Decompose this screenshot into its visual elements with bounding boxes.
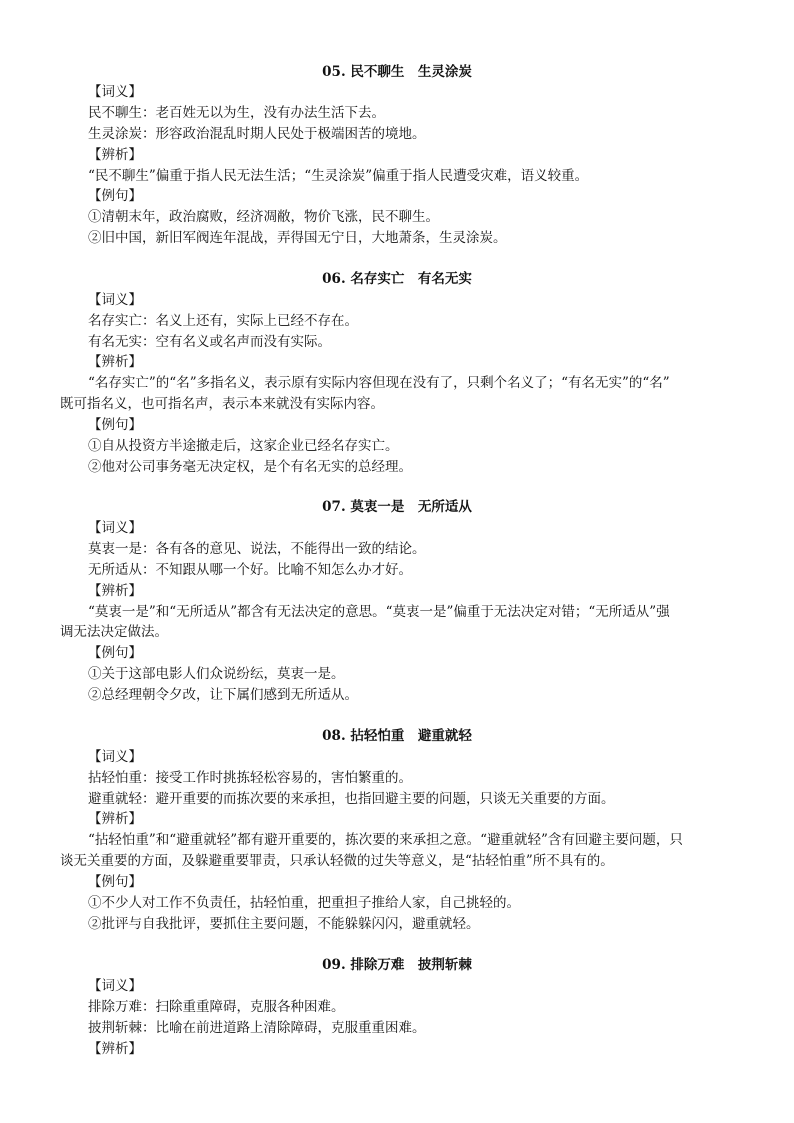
section-label-bianxi: 【辨析】 bbox=[88, 354, 142, 370]
example-sentence: ②旧中国，新旧军阀连年混战，弄得国无宁日，大地萧条，生灵涂炭。 bbox=[88, 230, 507, 246]
definition: 披荆斩棘：比喻在前进道路上清除障碍，克服重重困难。 bbox=[88, 1020, 426, 1036]
definition: 民不聊生：老百姓无以为生，没有办法生活下去。 bbox=[88, 105, 385, 121]
example-sentence: ②批评与自我批评，要抓住主要问题，不能躲躲闪闪，避重就轻。 bbox=[88, 916, 480, 932]
example-sentence: ②他对公司事务毫无决定权，是个有名无实的总经理。 bbox=[88, 459, 412, 475]
section-label-ciyi: 【词义】 bbox=[88, 84, 142, 100]
definition: 名存实亡：名义上还有，实际上已经不存在。 bbox=[88, 313, 358, 329]
section-label-liju: 【例句】 bbox=[88, 645, 142, 661]
entry-title: 09. 排除万难 披荆斩棘 bbox=[322, 957, 472, 973]
example-sentence: ②总经理朝令夕改，让下属们感到无所适从。 bbox=[88, 687, 358, 703]
section-label-ciyi: 【词义】 bbox=[88, 749, 142, 765]
entry-title: 05. 民不聊生 生灵涂炭 bbox=[322, 64, 472, 80]
section-label-ciyi: 【词义】 bbox=[88, 520, 142, 536]
section-label-bianxi: 【辨析】 bbox=[88, 583, 142, 599]
definition: 有名无实：空有名义或名声而没有实际。 bbox=[88, 334, 331, 350]
entry-title: 08. 拈轻怕重 避重就轻 bbox=[322, 728, 472, 744]
section-label-ciyi: 【词义】 bbox=[88, 978, 142, 994]
example-sentence: ①自从投资方半途撤走后，这家企业已经名存实亡。 bbox=[88, 438, 399, 454]
section-label-liju: 【例句】 bbox=[88, 188, 142, 204]
section-label-bianxi: 【辨析】 bbox=[88, 811, 142, 827]
analysis-text: 既可指名义，也可指名声，表示本来就没有实际内容。 bbox=[60, 396, 384, 412]
analysis-text: “民不聊生”偏重于指人民无法生活；“生灵涂炭”偏重于指人民遭受灾难，语义较重。 bbox=[88, 168, 589, 184]
section-label-bianxi: 【辨析】 bbox=[88, 1041, 142, 1057]
analysis-text: “莫衷一是”和“无所适从”都含有无法决定的意思。“莫衷一是”偏重于无法决定对错；“无所适从”强 bbox=[88, 604, 670, 620]
definition: 避重就轻：避开重要的而拣次要的来承担，也指回避主要的问题，只谈无关重要的方面。 bbox=[88, 791, 615, 807]
example-sentence: ①清朝末年，政治腐败，经济凋敝，物价飞涨，民不聊生。 bbox=[88, 209, 439, 225]
section-label-ciyi: 【词义】 bbox=[88, 292, 142, 308]
section-label-liju: 【例句】 bbox=[88, 417, 142, 433]
example-sentence: ①关于这部电影人们众说纷纭，莫衷一是。 bbox=[88, 666, 345, 682]
analysis-text: “拈轻怕重”和“避重就轻”都有避开重要的，拣次要的来承担之意。“避重就轻”含有回避主要问题，只 bbox=[88, 832, 683, 848]
definition: 排除万难：扫除重重障碍，克服各种困难。 bbox=[88, 999, 345, 1015]
analysis-text: 调无法决定做法。 bbox=[60, 624, 168, 640]
analysis-text: 谈无关重要的方面，及躲避重要罪责，只承认轻微的过失等意义，是“拈轻怕重”所不具有的。 bbox=[60, 853, 614, 869]
definition: 拈轻怕重：接受工作时挑拣轻松容易的，害怕繁重的。 bbox=[88, 770, 412, 786]
section-label-liju: 【例句】 bbox=[88, 874, 142, 890]
definition: 无所适从：不知跟从哪一个好。比喻不知怎么办才好。 bbox=[88, 562, 412, 578]
definition: 生灵涂炭：形容政治混乱时期人民处于极端困苦的境地。 bbox=[88, 126, 426, 142]
example-sentence: ①不少人对工作不负责任，拈轻怕重，把重担子推给人家，自己挑轻的。 bbox=[88, 895, 520, 911]
entry-title: 06. 名存实亡 有名无实 bbox=[322, 271, 472, 287]
section-label-bianxi: 【辨析】 bbox=[88, 147, 142, 163]
analysis-text: “名存实亡”的“名”多指名义，表示原有实际内容但现在没有了，只剩个名义了；“有名无实”的“名” bbox=[88, 375, 670, 391]
entry-title: 07. 莫衷一是 无所适从 bbox=[322, 499, 472, 515]
definition: 莫衷一是：各有各的意见、说法，不能得出一致的结论。 bbox=[88, 541, 426, 557]
